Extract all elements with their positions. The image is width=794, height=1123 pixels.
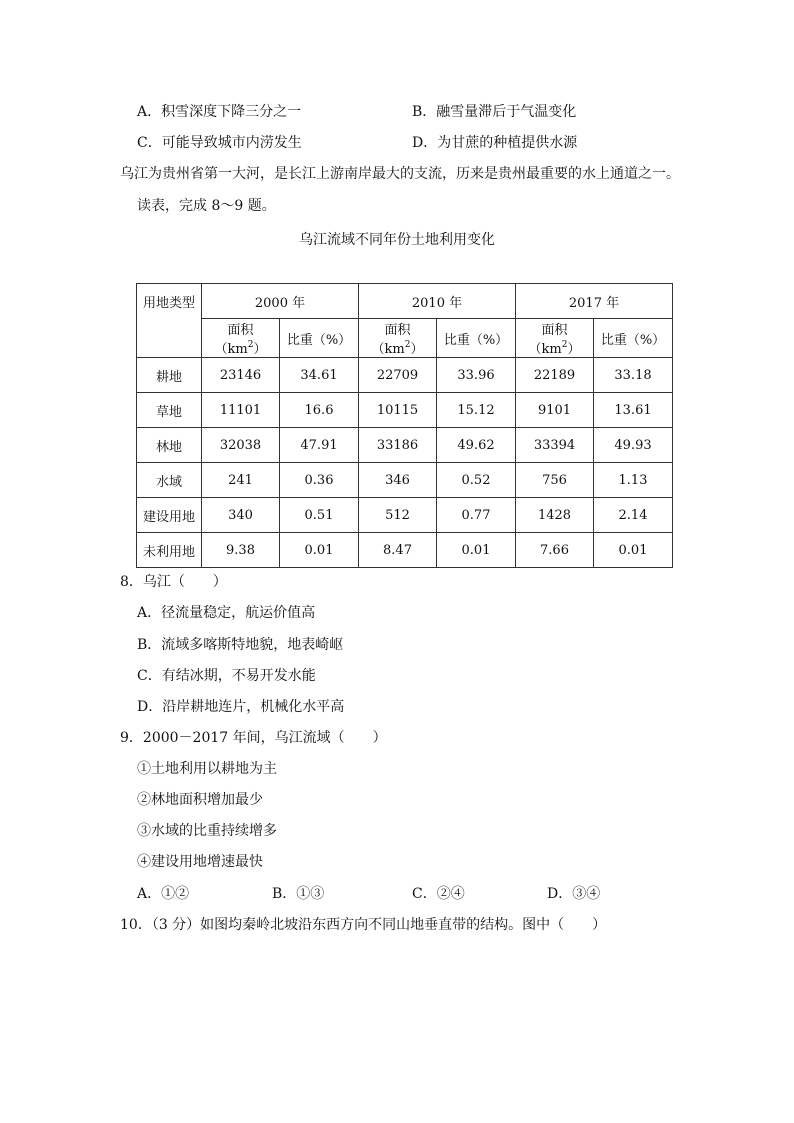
table-row xyxy=(137,463,673,498)
cell-value: 16.6 xyxy=(280,393,359,428)
table-header-row xyxy=(137,284,673,319)
cell-value: 49.93 xyxy=(594,428,673,463)
q7-option-b: B．融雪量滞后于气温变化 xyxy=(412,104,577,120)
cell-value: 13.61 xyxy=(594,393,673,428)
q8-option-c: C．有结冰期，不易开发水能 xyxy=(137,668,316,684)
table-row xyxy=(137,393,673,428)
subheader-area: 面积$(km^2)$ xyxy=(202,319,280,358)
q9-stem: 9．2000－2017 年间，乌江流域（ ） xyxy=(120,730,387,746)
header-year-2010: 2010 年 xyxy=(359,284,516,319)
instruction-text: 读表，完成 8～9 题。 xyxy=(137,198,276,214)
subheader-ratio: 比重（%） xyxy=(280,319,359,358)
cell-value: 0.52 xyxy=(437,463,516,498)
cell-value: 1428 xyxy=(516,498,594,533)
cell-value: 9101 xyxy=(516,393,594,428)
q7-option-c: C．可能导致城市内涝发生 xyxy=(137,135,302,151)
q8-option-a: A．径流量稳定，航运价值高 xyxy=(137,605,316,621)
cell-value: 1.13 xyxy=(594,463,673,498)
row-type: 水域 xyxy=(137,463,202,498)
cell-value: 47.91 xyxy=(280,428,359,463)
table-row xyxy=(137,533,673,568)
row-type: 耕地 xyxy=(137,358,202,393)
q9-statement-2: ②林地面积增加最少 xyxy=(137,792,263,808)
cell-value: 8.47 xyxy=(359,533,437,568)
table-row xyxy=(137,358,673,393)
cell-value: 512 xyxy=(359,498,437,533)
q7-option-a: A．积雪深度下降三分之一 xyxy=(137,104,302,120)
cell-value: 0.01 xyxy=(594,533,673,568)
row-type: 建设用地 xyxy=(137,498,202,533)
cell-value: 15.12 xyxy=(437,393,516,428)
cell-value: 0.51 xyxy=(280,498,359,533)
cell-value: 0.01 xyxy=(280,533,359,568)
header-land-type: 用地类型 xyxy=(137,284,202,358)
q9-statement-4: ④建设用地增速最快 xyxy=(137,854,263,870)
row-type: 未利用地 xyxy=(137,533,202,568)
cell-value: 340 xyxy=(202,498,280,533)
cell-value: 33394 xyxy=(516,428,594,463)
cell-value: 9.38 xyxy=(202,533,280,568)
land-use-table xyxy=(136,283,673,568)
q9-option-b: B．①③ xyxy=(272,886,325,902)
row-type: 草地 xyxy=(137,393,202,428)
cell-value: 33186 xyxy=(359,428,437,463)
q10-stem: 10．（3 分）如图均秦岭北坡沿东西方向不同山地垂直带的结构。图中（ ） xyxy=(120,917,607,933)
table-row xyxy=(137,498,673,533)
table-caption: 乌江流域不同年份土地利用变化 xyxy=(299,232,495,248)
cell-value: 11101 xyxy=(202,393,280,428)
cell-value: 33.18 xyxy=(594,358,673,393)
q9-option-c: C．②④ xyxy=(412,886,465,902)
cell-value: 7.66 xyxy=(516,533,594,568)
cell-value: 34.61 xyxy=(280,358,359,393)
q8-option-b: B．流域多喀斯特地貌，地表崎岖 xyxy=(137,637,344,653)
table-row xyxy=(137,428,673,463)
q7-option-d: D．为甘蔗的种植提供水源 xyxy=(412,135,578,151)
cell-value: 10115 xyxy=(359,393,437,428)
row-type: 林地 xyxy=(137,428,202,463)
cell-value: 241 xyxy=(202,463,280,498)
q8-option-d: D．沿岸耕地连片，机械化水平高 xyxy=(137,699,345,715)
q9-statement-3: ③水域的比重持续增多 xyxy=(137,823,277,839)
cell-value: 0.01 xyxy=(437,533,516,568)
table-subheader-row xyxy=(137,319,673,358)
header-year-2017: 2017 年 xyxy=(516,284,673,319)
cell-value: 49.62 xyxy=(437,428,516,463)
cell-value: 23146 xyxy=(202,358,280,393)
cell-value: 22189 xyxy=(516,358,594,393)
passage-text: 乌江为贵州省第一大河，是长江上游南岸最大的支流，历来是贵州最重要的水上通道之一。 xyxy=(120,166,680,182)
subheader-ratio: 比重（%） xyxy=(594,319,673,358)
cell-value: 32038 xyxy=(202,428,280,463)
cell-value: 2.14 xyxy=(594,498,673,533)
cell-value: 33.96 xyxy=(437,358,516,393)
cell-value: 346 xyxy=(359,463,437,498)
q8-stem: 8．乌江（ ） xyxy=(120,574,227,590)
cell-value: 756 xyxy=(516,463,594,498)
header-year-2000: 2000 年 xyxy=(202,284,359,319)
subheader-area: 面积$(km^2)$ xyxy=(359,319,437,358)
cell-value: 0.77 xyxy=(437,498,516,533)
subheader-area: 面积$(km^2)$ xyxy=(516,319,594,358)
subheader-ratio: 比重（%） xyxy=(437,319,516,358)
cell-value: 0.36 xyxy=(280,463,359,498)
cell-value: 22709 xyxy=(359,358,437,393)
q9-option-a: A．①② xyxy=(137,886,190,902)
q9-statement-1: ①土地利用以耕地为主 xyxy=(137,761,277,777)
q9-option-d: D．③④ xyxy=(547,886,601,902)
